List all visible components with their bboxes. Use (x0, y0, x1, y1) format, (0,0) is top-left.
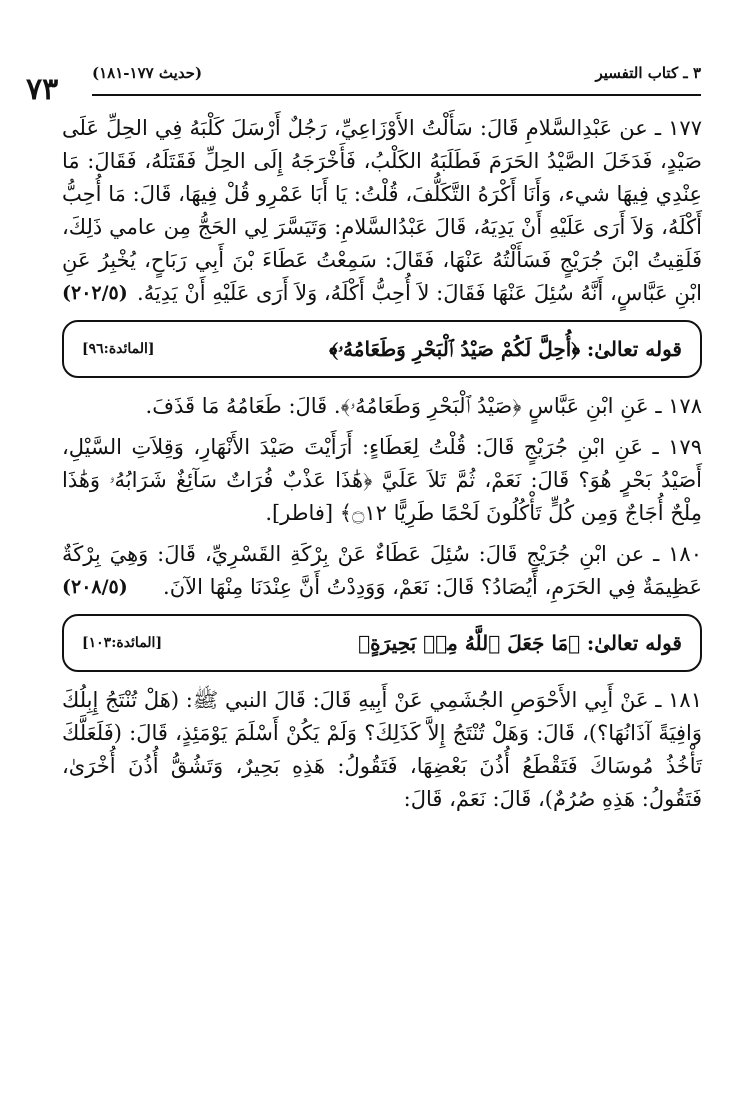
section-2-left (358, 627, 682, 660)
section-1-verse: ﴿أُحِلَّ لَكُمْ صَيْدُ ٱلْبَحْرِ وَطَعَامُهُۥ﴾ (329, 336, 581, 361)
page-number: ٧٣ (26, 72, 59, 107)
running-header (92, 58, 701, 96)
hadith-range: (حديث ١٧٧-١٨١) (92, 64, 203, 82)
section-1-ref: [المائدة:٩٦] (82, 340, 155, 357)
hadith-180 (62, 538, 702, 604)
section-heading-1 (62, 320, 702, 378)
hadith-177-text: ١٧٧ ـ عن عَبْدِالسَّلامِ قَالَ: سَأَلْتُ الأَوْزَاعِيِّ، رَجُلٌ أَرْسَلَ كَلْبَهُ فِي الحِلِّ عَلَى صَيْدٍ، فَدَخَلَ الصَّيْدُ الحَرَمَ فَطَلَبَهُ الكَلْبُ، فَأَخْرَجَهُ إِلَى الحِلِّ فَقَتَلَهُ، فَقَالَ: مَا عِنْدِي فِيهَا شيء، وَأَنَا أَكْرَهُ التَّكَلُّفَ، قُلْتُ: يَا أَبَا عَمْرِو قُلْ فِيهَا، قَالَ: مَا أُحِبُّ أَكْلَهُ، وَلاَ أَرَى عَلَيْهِ أَنْ يَدِيَهُ، قَالَ عَبْدُالسَّلامِ: وَتَيَسَّرَ لِي الحَجُّ مِن عامي ذَلِكَ، فَلَقِيتُ ابْنَ جُرَيْجٍ فَسَأَلْتُهُ عَنْهَا، فَقَالَ: سَمِعْتُ عَطَاءَ بْنَ أَبِي رَبَاحٍ، يُخْبِرُ عَنِ ابْنِ عَبَّاسٍ، أَنَّهُ سُئِلَ عَنْهَا فَقَالَ: لاَ أُحِبُّ أَكْلَهُ، وَلاَ أَرَى عَلَيْهِ أَنْ يَدِيَهُ. (62, 116, 702, 305)
hadith-180-text: ١٨٠ ـ عن ابْنِ جُرَيْجٍ قَالَ: سُئِلَ عَطَاءٌ عَنْ بِرْكَةِ القَسْرِيِّ، قَالَ: وَهِيَ بِرْكَةٌ عَظِيمَةٌ فِي الحَرَمِ، أَيُصَادُ؟ قَالَ: نَعَمْ، وَوَدِدْتُ أَنَّ عِنْدَنَا مِنْهَا الآنَ. (62, 542, 702, 599)
section-2-verse: ﴿مَا جَعَلَ ٱللَّهُ مِنۢ بَحِيرَةٍ﴾ (358, 630, 581, 655)
header-rule (92, 94, 701, 96)
hadith-177-ref: (٢٠٢/٥) (62, 282, 128, 304)
hadith-179 (62, 431, 702, 530)
section-1-title: قوله تعالىٰ: (586, 336, 682, 361)
main-content (62, 112, 702, 824)
hadith-180-ref: (٢٠٨/٥) (62, 576, 128, 598)
hadith-181 (62, 684, 702, 816)
hadith-179-text: ١٧٩ ـ عَنِ ابْنِ جُرَيْجٍ قَالَ: قُلْتُ لِعَطَاءٍ: أَرَأَيْتَ صَيْدَ الأَنْهَارِ، وَقِلاَتِ السَّيْلِ، أَصَيْدُ بَحْرٍ هُوَ؟ قَالَ: نَعَمْ، ثُمَّ تَلاَ عَلَيَّ ﴿هَٰذَا عَذْبٌ فُرَاتٌ سَآئِغٌ شَرَابُهُۥ وَهَٰذَا مِلْحٌ أُجَاجٌ وَمِن كُلٍّ تَأْكُلُونَ لَحْمًا طَرِيًّا ۝١٢﴾ [فاطر]. (62, 435, 702, 525)
hadith-181-text: ١٨١ ـ عَنْ أَبِي الأَحْوَصِ الجُشَمِي عَنْ أَبِيهِ قَالَ: قَالَ النبي ﷺ: (هَلْ تُنْتَجُ إِبِلُكَ وَافِيَةً آذَانُهَا؟)، قَالَ: وَهَلْ تُنْتَجُ إِلاَّ كَذَلِكَ؟ وَلَمْ يَكُنْ أَسْلَمَ يَوْمَئِذٍ، قَالَ: (فَلَعَلَّكَ تَأْخُذُ مُوسَاكَ فَتَقْطَعُ أُذُنَ بَعْضِهَا، فَتَقُولُ: هَذِهِ بَحِيرٌ، وَتَشُقُّ أُذُنَ أُخْرَىٰ، فَتَقُولُ: هَذِهِ صُرُمٌ)، قَالَ: نَعَمْ، قَالَ: (62, 688, 702, 811)
chapter-title: ٣ ـ كتاب التفسير (595, 64, 701, 82)
hadith-178 (62, 390, 702, 423)
section-heading-2 (62, 614, 702, 672)
section-1-left (329, 333, 682, 366)
section-2-ref: [المائدة:١٠٣] (82, 634, 163, 651)
section-2-title: قوله تعالىٰ: (586, 630, 682, 655)
hadith-178-text: ١٧٨ ـ عَنِ ابْنِ عَبَّاسٍ ﴿صَيْدُ ٱلْبَحْرِ وَطَعَامُهُۥ﴾. قَالَ: طَعَامُهُ مَا قَذَفَ. (145, 394, 702, 418)
hadith-177 (62, 112, 702, 310)
